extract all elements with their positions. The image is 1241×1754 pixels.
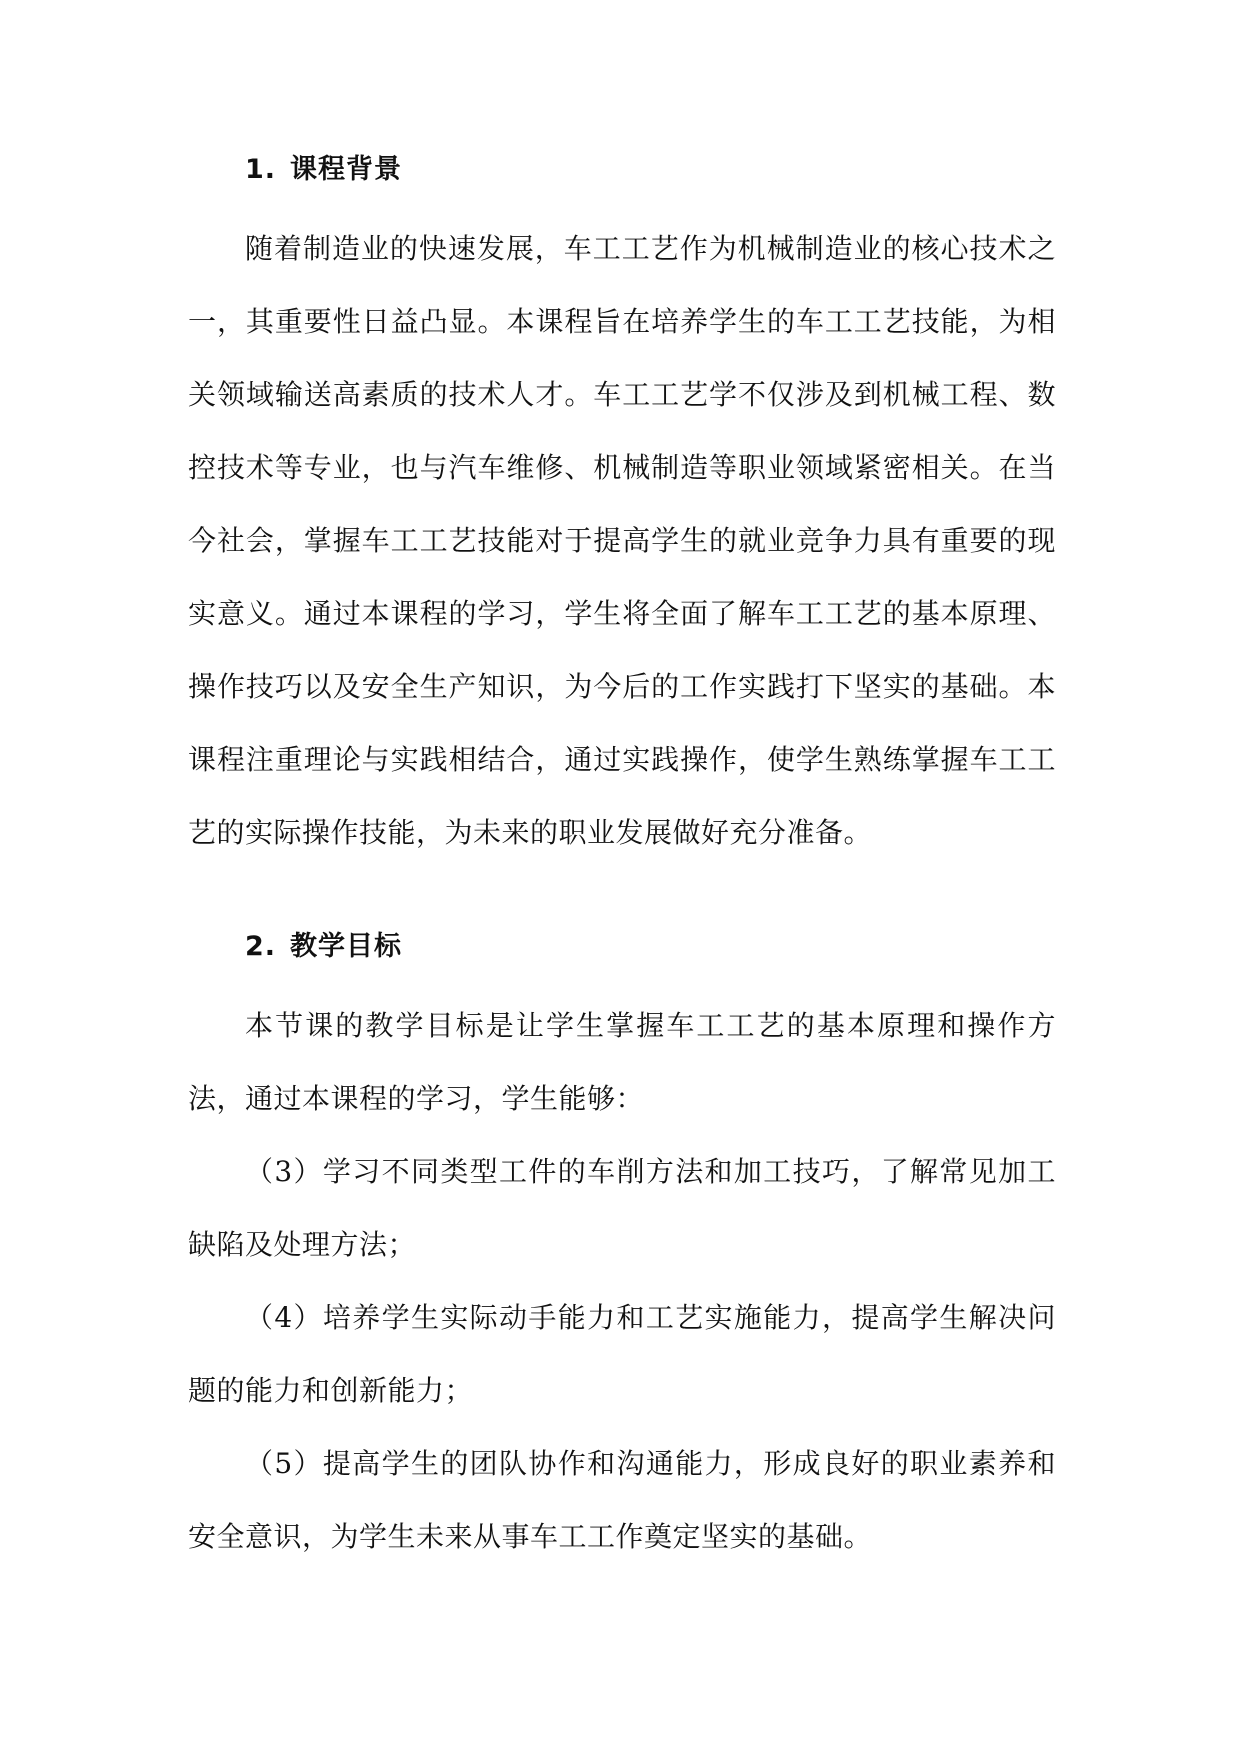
paragraph: 本节课的教学目标是让学生掌握车工工艺的基本原理和操作方法，通过本课程的学习，学生能够： (188, 1009, 1056, 1115)
document-content (188, 140, 1056, 1573)
section-number: 2. (245, 931, 277, 962)
paragraph: 随着制造业的快速发展，车工工艺作为机械制造业的核心技术之一，其重要性日益凸显。本课程旨在培养学生的车工工艺技能，为相关领域输送高素质的技术人才。车工工艺学不仅涉及到机械工程、数控技术等专业，也与汽车维修、机械制造等职业领域紧密相关。在当今社会，掌握车工工艺技能对于提高学生的就业竞争力具有重要的现实意义。通过本课程的学习，学生将全面了解车工工艺的基本原理、操作技巧以及安全生产知识，为今后的工作实践打下坚实的基础。本课程注重理论与实践相结合，通过实践操作，使学生熟练掌握车工工艺的实际操作技能，为未来的职业发展做好充分准备。 (188, 232, 1056, 849)
section-heading-objectives (188, 917, 1056, 977)
section-title: 教学目标 (290, 931, 403, 962)
list-item: （4）培养学生实际动手能力和工艺实施能力，提高学生解决问题的能力和创新能力； (188, 1301, 1056, 1407)
section-spacer (188, 869, 1056, 917)
section-number: 1. (245, 154, 277, 185)
section-heading-background (188, 140, 1056, 200)
section-title: 课程背景 (290, 154, 403, 185)
list-item: （5）提高学生的团队协作和沟通能力，形成良好的职业素养和安全意识，为学生未来从事车工工作奠定坚实的基础。 (188, 1447, 1056, 1553)
list-item: （3）学习不同类型工件的车削方法和加工技巧，了解常见加工缺陷及处理方法； (188, 1155, 1056, 1261)
